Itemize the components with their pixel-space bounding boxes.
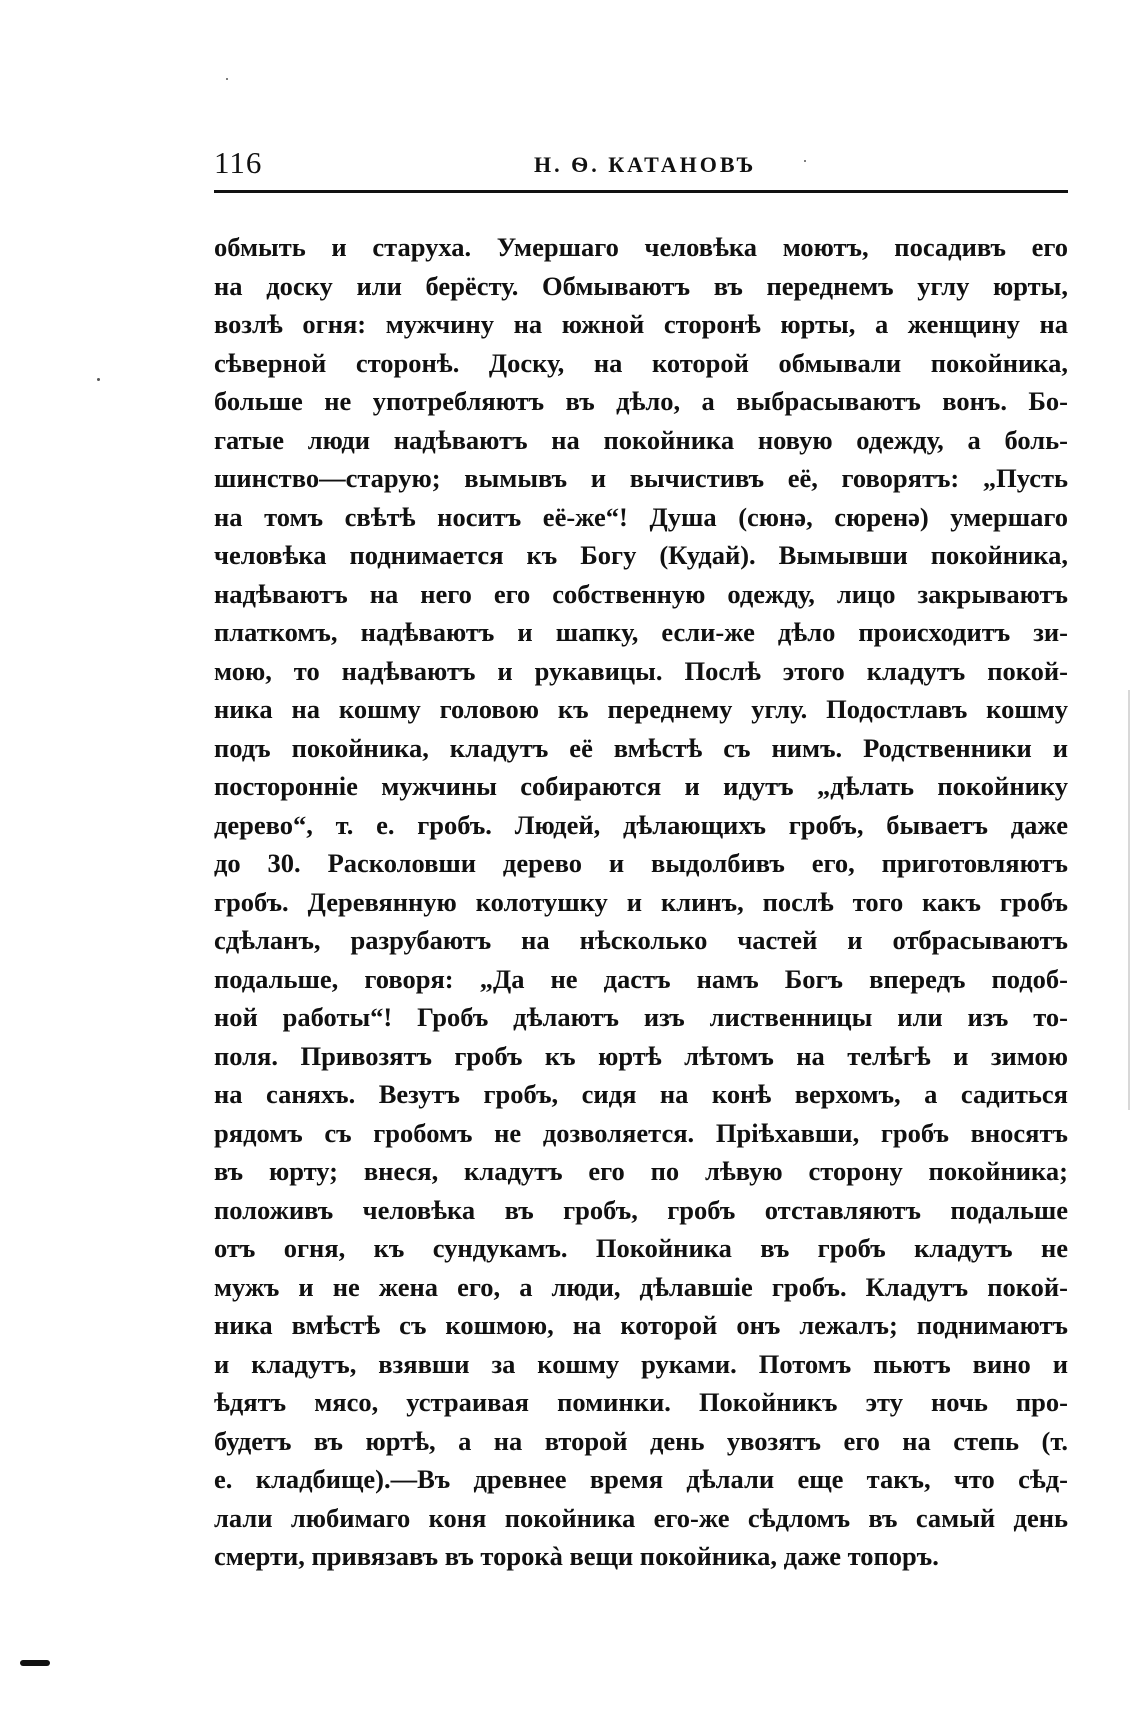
text-line: въ юрту; внеся, кладутъ его по лѣвую сторону покойника; [214,1156,1068,1186]
text-line: больше не употребляютъ въ дѣло, а выбрасываютъ вонъ. Бо- [214,386,1068,416]
text-line: ника вмѣстѣ съ кошмою, на которой онъ лежалъ; поднимаютъ [214,1310,1068,1340]
text-line: шинство—старую; вымывъ и вычистивъ её, говорятъ: „Пусть [214,463,1068,493]
text-line: на саняхъ. Везутъ гробъ, сидя на конѣ верхомъ, а садиться [214,1079,1068,1109]
text-line: до 30. Расколовши дерево и выдолбивъ его, приготовляютъ [214,848,1068,878]
text-line: подальше, говоря: „Да не дастъ намъ Богъ впередъ подоб- [214,963,1068,994]
text-line: рядомъ съ гробомъ не дозволяется. Пріѣхавши, гробъ вносятъ [214,1117,1068,1148]
margin-speck [97,378,100,381]
text-line: ной работы“! Гробъ дѣлаютъ изъ лиственницы или изъ то- [214,1002,1068,1032]
body-text [214,228,1068,1576]
margin-ink-mark [20,1660,50,1666]
page-edge-shadow [1128,690,1130,1110]
text-line: смерти, привязавъ въ торокà вещи покойника, даже топоръ. [214,1541,939,1571]
text-line: отъ огня, къ сундукамъ. Покойника въ гробъ кладутъ не [214,1233,1068,1263]
text-line: ѣдятъ мясо, устраивая поминки. Покойникъ эту ночь про- [214,1387,1068,1417]
text-line: положивъ человѣка въ гробъ, гробъ отставляютъ подальше [214,1194,1068,1225]
text-line: будетъ въ юртѣ, а на второй день увозятъ его на степь (т. [214,1425,1068,1456]
text-line: надѣваютъ на него его собственную одежду, лицо закрываютъ [214,578,1068,609]
text-line: платкомъ, надѣваютъ и шапку, если-же дѣло происходитъ зи- [214,617,1068,647]
text-line: гробъ. Деревянную колотушку и клинъ, послѣ того какъ гробъ [214,886,1068,917]
text-line: мою, то надѣваютъ и рукавицы. Послѣ этого кладутъ покой- [214,655,1068,686]
text-line: гатые люди надѣваютъ на покойника новую одежду, а боль- [214,424,1068,455]
text-line: сѣверной сторонѣ. Доску, на которой обмывали покойника, [214,347,1068,378]
text-line: обмыть и старуха. Умершаго человѣка моютъ, посадивъ его [214,232,1068,262]
text-line: поля. Привозятъ гробъ къ юртѣ лѣтомъ на телѣгѣ и зимою [214,1040,1068,1071]
running-head-author: Н. Ѳ. КАТАНОВЪ [534,152,757,177]
text-line: сдѣланъ, разрубаютъ на нѣсколько частей и отбрасываютъ [214,925,1068,955]
text-line: ника на кошму головою къ переднему углу. Подостлавъ кошму [214,694,1068,724]
text-line: дерево“, т. е. гробъ. Людей, дѣлающихъ гробъ, бываетъ даже [214,809,1068,840]
text-line: на томъ свѣтѣ носитъ её-же“! Душа (сюнə, сюренə) умершаго [214,501,1068,532]
text-line: подъ покойника, кладутъ её вмѣстѣ съ нимъ. Родственники и [214,732,1068,763]
text-line: е. кладбище).—Въ древнее время дѣлали еще такъ, что сѣд- [214,1464,1068,1494]
text-line: на доску или берёсту. Обмываютъ въ переднемъ углу юрты, [214,270,1068,301]
text-line: посторонніе мужчины собираются и идутъ „дѣлать покойнику [214,771,1068,801]
text-line: лали любимаго коня покойника его-же сѣдломъ въ самый день [214,1502,1068,1533]
text-line: мужъ и не жена его, а люди, дѣлавшіе гробъ. Кладутъ покой- [214,1271,1068,1302]
text-line: возлѣ огня: мужчину на южной сторонѣ юрты, а женщину на [214,309,1068,339]
margin-speck [226,78,228,80]
text-line: человѣка поднимается къ Богу (Кудай). Вымывши покойника, [214,540,1068,570]
page-header [214,145,1068,185]
page-number: 116 [214,145,263,180]
text-line: и кладутъ, взявши за кошму руками. Потомъ пьютъ вино и [214,1348,1068,1379]
header-rule [214,190,1068,193]
